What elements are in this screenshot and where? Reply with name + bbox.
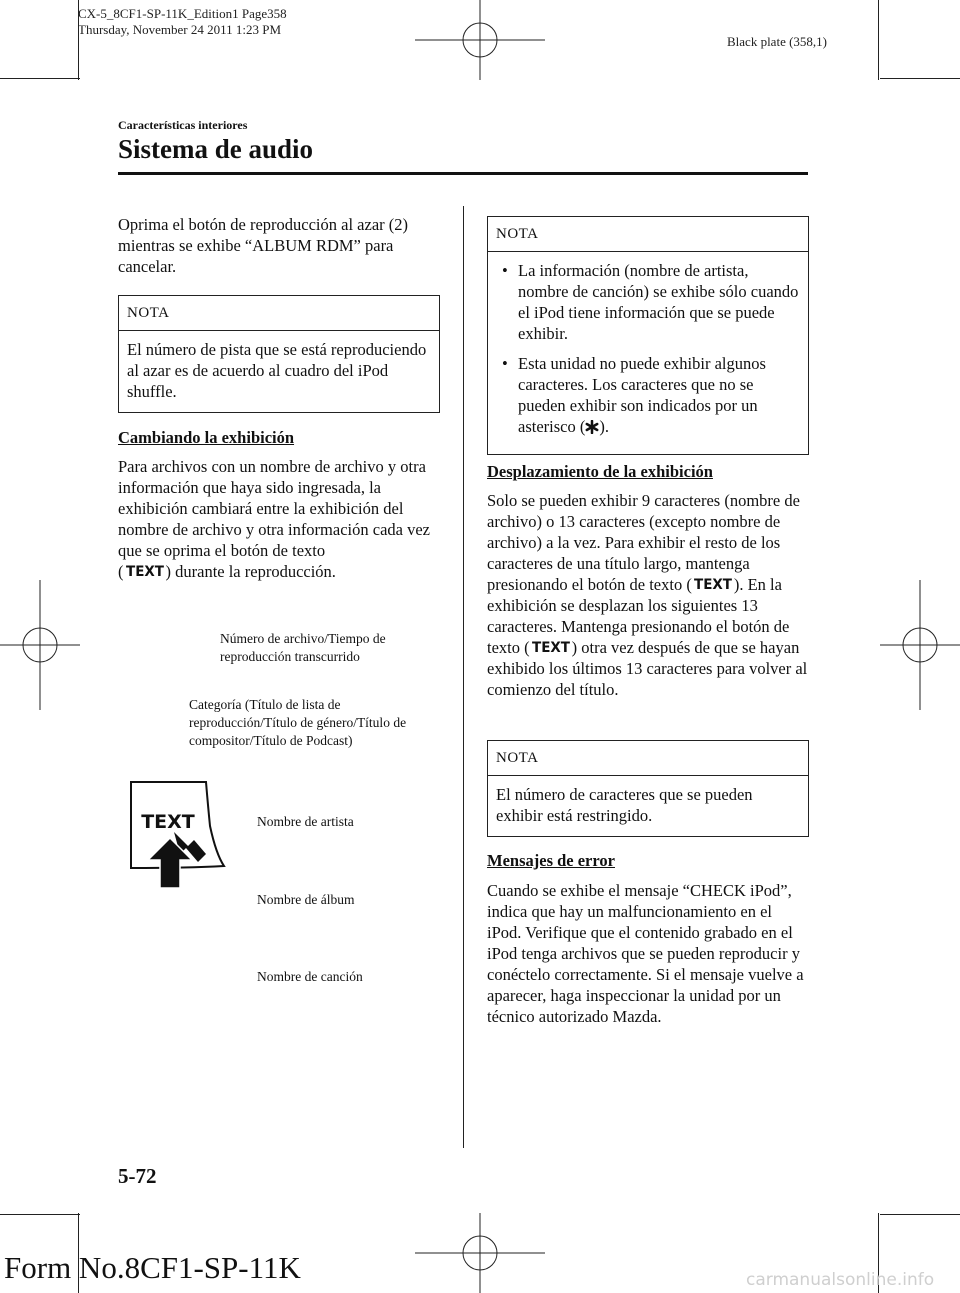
crop-mark (880, 1214, 960, 1215)
paragraph-desplazamiento (487, 490, 809, 700)
nota-heading: NOTA (488, 217, 808, 252)
form-number: Form No.8CF1-SP-11K (4, 1250, 301, 1285)
nota-body: El número de caracteres que se pueden exhibir está restringido. (496, 785, 753, 825)
registration-mark-top (415, 0, 545, 80)
print-header-file (78, 6, 287, 38)
diagram-caption-album: Nombre de álbum (257, 892, 355, 907)
nota-box-3 (487, 740, 809, 837)
paragraph-text: ). En la exhibición se desplazan los siguientes 13 caracteres. Mantenga presionando el botón de texto ( (487, 575, 790, 657)
paragraph-open-paren: ( (118, 562, 124, 581)
nota-box-1 (118, 295, 440, 413)
registration-mark-bottom (415, 1213, 545, 1293)
nota-box-2 (487, 216, 809, 455)
watermark: carmanualsonline.info (746, 1270, 935, 1290)
diagram-caption-file-number: Número de archivo/Tiempo de reproducción transcurrido (220, 631, 386, 664)
intro-paragraph: Oprima el botón de reproducción al azar (2) mientras se exhibe “ALBUM RDM” para cancelar. (118, 215, 408, 276)
print-header-plate: Black plate (358,1) (727, 34, 827, 49)
crop-mark (878, 0, 879, 80)
asterisk-icon (585, 420, 599, 434)
registration-mark-left (0, 580, 80, 710)
text-button-icon (530, 639, 572, 655)
subheading-cambiando: Cambiando la exhibición (118, 428, 295, 447)
crop-mark (0, 1214, 80, 1215)
svg-text:TEXT: TEXT (531, 640, 571, 655)
text-button-label: TEXT (141, 811, 195, 833)
crop-mark (0, 78, 80, 79)
diagram-caption-song: Nombre de canción (257, 969, 363, 984)
paragraph-cambiando (118, 456, 448, 582)
nota-list-item: • La información (nombre de artista, nombre de canción) se exhibe sólo cuando el iPod tiene información que se puede exhibir. (496, 260, 802, 344)
nota-body: El número de pista que se está reproduciendo al azar es de acuerdo al cuadro del iPod shuffle. (127, 340, 427, 401)
subheading-desplazamiento: Desplazamiento de la exhibición (487, 462, 713, 481)
nota-heading: NOTA (119, 296, 439, 331)
crop-mark (880, 78, 960, 79)
svg-text:TEXT: TEXT (693, 577, 733, 592)
nota-heading: NOTA (488, 741, 808, 776)
text-button-icon (692, 576, 734, 592)
paragraph-text: ) durante la reproducción. (165, 562, 336, 581)
diagram-caption-artist: Nombre de artista (257, 814, 354, 829)
registration-mark-right (880, 580, 960, 710)
print-header-line2: Thursday, November 24 2011 1:23 PM (78, 22, 282, 37)
paragraph-text: Para archivos con un nombre de archivo y otra información que haya sido ingresada, la exhibición cambiará entre la exhibición del nombre de archivo y otra información cada vez que se oprima el botón de texto (118, 457, 430, 560)
paragraph-mensajes: Cuando se exhibe el mensaje “CHECK iPod”, indica que hay un malfuncionamiento en el iPod. Verifique que el contenido grabado en el iPod tenga archivos que se pueden reproducir y conéctelo correctamente. Si el mensaje vuelve a aparecer, haga inspeccionar la unidad por un técnico autorizado Mazda. (487, 881, 804, 1026)
text-button-icon (124, 563, 166, 579)
nota-list-item: • Esta unidad no puede exhibir algunos caracteres. Los caracteres que no se pueden exhibir son indicados por un asterisco ( ). (496, 353, 802, 437)
page-number: 5-72 (118, 1164, 157, 1188)
text-button-diagram (128, 776, 238, 926)
diagram-caption-category: Categoría (Título de lista de reproducción/Título de género/Título de compositor/Título de Podcast) (189, 697, 407, 748)
nota-list (488, 252, 808, 454)
svg-text:TEXT: TEXT (125, 564, 164, 579)
subheading-mensajes: Mensajes de error (487, 851, 615, 870)
print-header-line1: CX-5_8CF1-SP-11K_Edition1 Page358 (78, 6, 287, 21)
column-divider (463, 206, 464, 1148)
section-label: Características interiores (118, 118, 248, 132)
paragraph-text: Solo se pueden exhibir 9 caracteres (nombre de archivo) o 13 caracteres (excepto nombre de archivo) a la vez. Para exhibir el resto de los caracteres de una título largo, mantenga presionando el botón de texto ( (487, 491, 800, 594)
title-rule (118, 172, 808, 175)
page-title: Sistema de audio (118, 134, 314, 164)
paragraph-text: ) otra vez después de que se hayan exhibido los últimos 13 caracteres para volver al comienzo del título. (487, 638, 808, 699)
